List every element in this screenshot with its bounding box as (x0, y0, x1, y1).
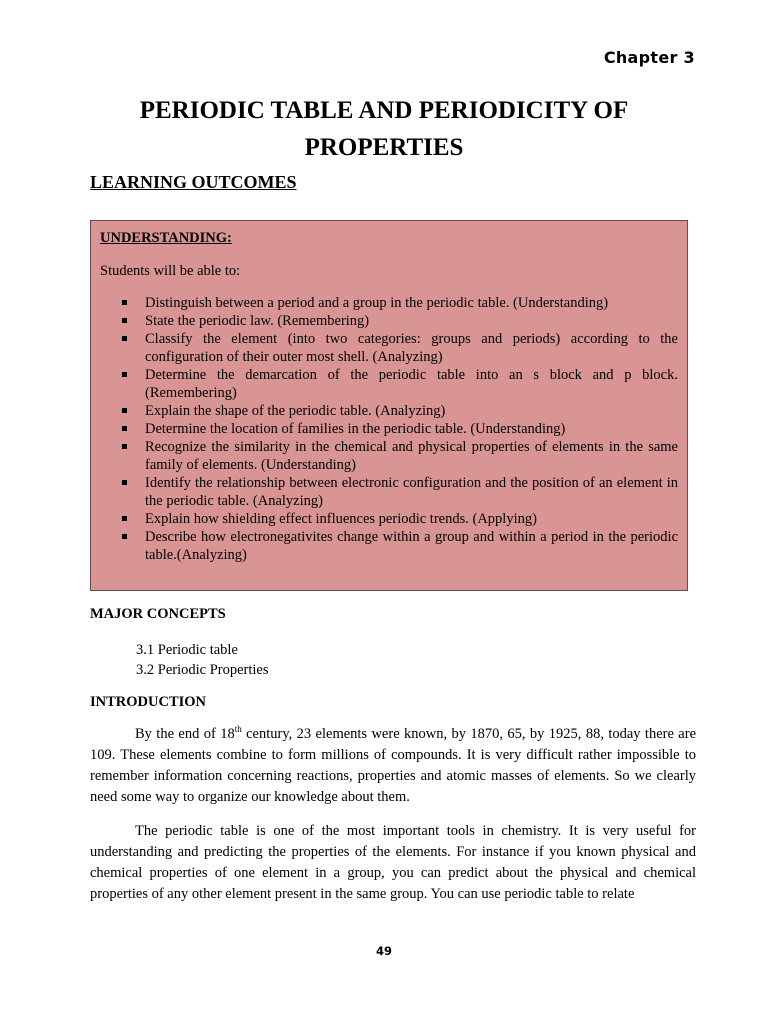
list-item-text: Determine the demarcation of the periodic table into an s block and p block. (Remembering) (145, 367, 678, 401)
para-text: century, 23 elements were known, by 1870, 65, by 1925, 88, today there are 109. These elements combine to form millions of compounds. It is very difficult rather impossible to remember information concerning reactions, properties and atomic masses of elements. So we clearly need some way to organize our knowledge about them. (90, 726, 696, 805)
bullet-square-icon (122, 516, 127, 521)
learning-outcomes-heading: LEARNING OUTCOMES (90, 172, 297, 192)
list-item-text: Explain how shielding effect influences periodic trends. (Applying) (145, 511, 537, 527)
page-title-line-1: PERIODIC TABLE AND PERIODICITY OF (139, 97, 629, 124)
list-item (100, 510, 678, 528)
major-concepts-heading: MAJOR CONCEPTS (90, 606, 226, 622)
list-item (100, 366, 678, 402)
list-item-text: Distinguish between a period and a group in the periodic table. (Understanding) (145, 295, 609, 311)
page-title-line-2: PROPERTIES (304, 134, 464, 161)
bullet-square-icon (122, 444, 127, 449)
chapter-label: Chapter 3 (603, 48, 695, 67)
major-concepts-list (136, 640, 269, 680)
bullet-square-icon (122, 372, 127, 377)
understanding-heading: UNDERSTANDING: (100, 230, 232, 246)
list-item (100, 528, 678, 564)
bullet-square-icon (122, 300, 127, 305)
list-item (100, 474, 678, 510)
bullet-square-icon (122, 336, 127, 341)
bullet-square-icon (122, 480, 127, 485)
list-item (100, 294, 678, 312)
list-item (100, 402, 678, 420)
bullet-square-icon (122, 534, 127, 539)
page-number: 49 (375, 944, 392, 958)
list-item (100, 330, 678, 366)
list-item-text: Recognize the similarity in the chemical and physical properties of elements in the same family of elements. (Understanding) (145, 439, 678, 473)
list-item (100, 420, 678, 438)
list-item-text: Determine the location of families in the periodic table. (Understanding) (145, 421, 566, 437)
list-item: 3.2 Periodic Properties (136, 662, 269, 678)
page-title (0, 92, 768, 166)
list-item (100, 438, 678, 474)
list-item: 3.1 Periodic table (136, 642, 238, 658)
learning-outcomes-box (90, 220, 688, 591)
outcomes-intro: Students will be able to: (100, 263, 241, 279)
bullet-square-icon (122, 408, 127, 413)
list-item-text: Classify the element (into two categories: groups and periods) according to the configuration of their outer most shell. (Analyzing) (145, 331, 678, 365)
superscript: th (234, 724, 242, 735)
bullet-square-icon (122, 426, 127, 431)
list-item-text: Describe how electronegativites change within a group and within a period in the periodic table.(Analyzing) (145, 529, 678, 563)
introduction-paragraph-2: The periodic table is one of the most important tools in chemistry. It is very useful for understanding and predicting the properties of the elements. For instance if you known physical and chemical properties of one element in a group, you can predict about the physical and chemical properties of any other element present in the same group. You can use periodic table to relate (90, 823, 696, 902)
list-item-text: Identify the relationship between electronic configuration and the position of an element in the periodic table. (Analyzing) (145, 475, 678, 509)
list-item (100, 312, 678, 330)
introduction-paragraph-1 (90, 724, 696, 808)
outcomes-list (100, 294, 678, 564)
list-item-text: State the periodic law. (Remembering) (145, 313, 370, 329)
list-item-text: Explain the shape of the periodic table. (Analyzing) (145, 403, 446, 419)
para-text: By the end of 18 (135, 726, 235, 742)
bullet-square-icon (122, 318, 127, 323)
introduction-heading: INTRODUCTION (90, 694, 207, 710)
